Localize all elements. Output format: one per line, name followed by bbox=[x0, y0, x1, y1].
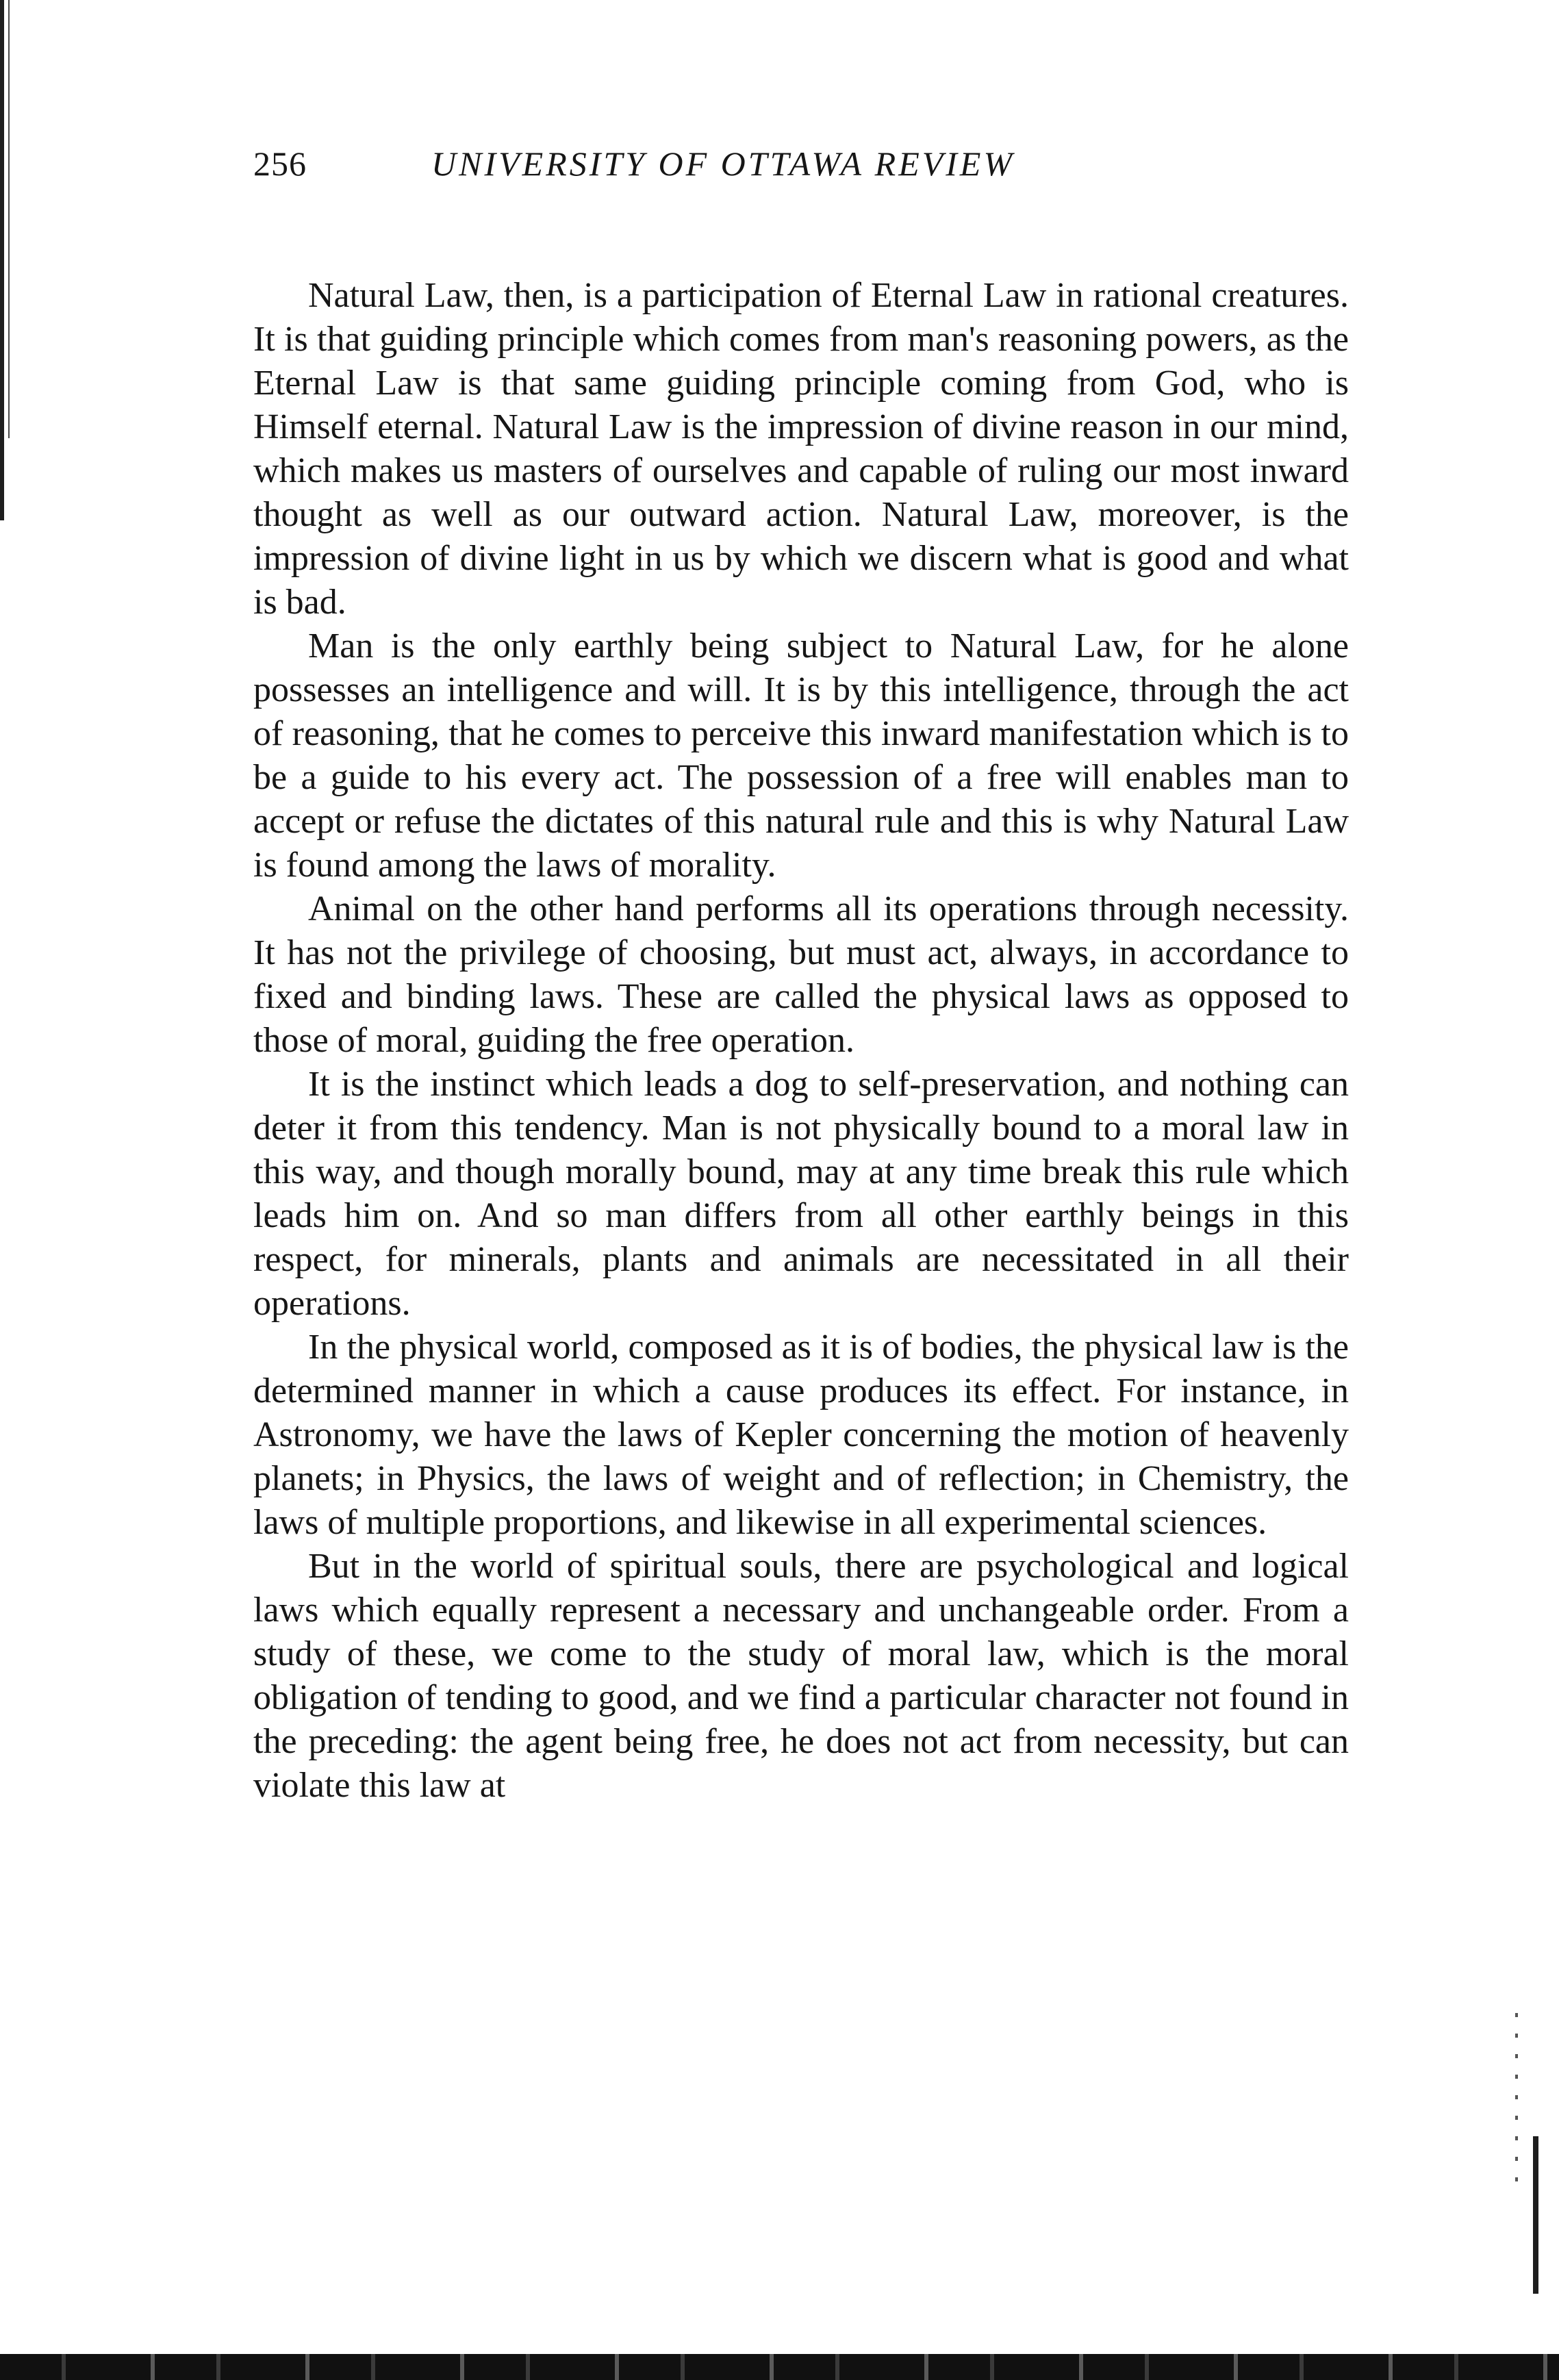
paragraph-man-subject: Man is the only earthly being subject to Natural Law, for he alone possesses an intelligence and will. It is by this intelligence, through the act of reasoning, that he comes to perceive this inward manifestation which is to be a guide to his every act. The possession of a free will enables man to accept or refuse the dictates of this natural rule and this is why Natural Law is found among the laws of morality. bbox=[253, 626, 1349, 885]
scan-edge-left-thin bbox=[8, 0, 10, 438]
paragraph-physical-world: In the physical world, composed as it is of bodies, the physical law is the determined manner in which a cause produces its effect. For instance, in Astronomy, we have the laws of Kepler concerning the motion of heavenly planets; in Physics, the laws of weight and of reflection; in Chemistry, the laws of multiple proportions, and likewise in all experimental sciences. bbox=[253, 1328, 1349, 1542]
paragraph-animal: Animal on the other hand performs all its operations through necessity. It has not the privilege of choosing, but must act, always, in accordance to fixed and binding laws. These are called the physical laws as opposed to those of moral, guiding the free operation. bbox=[253, 889, 1349, 1060]
journal-title: UNIVERSITY OF OTTAWA REVIEW bbox=[431, 144, 1015, 183]
paragraph-natural-law: Natural Law, then, is a participation of Eternal Law in rational creatures. It is that guiding principle which comes from man's reasoning powers, as the Eternal Law is that same guiding principle coming from God, who is Himself eternal. Natural Law is the impression of divine reason in our mind, which makes us masters of ourselves and capable of ruling our most inward thought as well as our outward action. Natural Law, moreover, is the impression of divine light in us by which we discern what is good and what is bad. bbox=[253, 276, 1349, 622]
running-head bbox=[253, 144, 1349, 205]
page-number: 256 bbox=[253, 144, 307, 183]
paragraph-spiritual-souls: But in the world of spiritual souls, there are psychological and logical laws which equally represent a necessary and unchangeable order. From a study of these, we come to the study of moral law, which is the moral obligation of tending to good, and we find a particular character not found in the preceding: the agent being free, he does not act from necessity, but can violate this law at bbox=[253, 1547, 1349, 1805]
scan-edge-right bbox=[1533, 2136, 1538, 2294]
scan-edge-bottom bbox=[0, 2354, 1559, 2380]
scan-edge-right-dots bbox=[1515, 2013, 1518, 2191]
paragraph-instinct: It is the instinct which leads a dog to self-preservation, and nothing can deter it from this tendency. Man is not physically bound to a moral law in this way, and though morally bound, may at any time break this rule which leads him on. And so man differs from all other earthly beings in this respect, for minerals, plants and animals are necessitated in all their operations. bbox=[253, 1065, 1349, 1323]
page bbox=[253, 144, 1349, 1808]
body-text bbox=[253, 274, 1349, 1808]
scan-edge-left bbox=[0, 0, 4, 520]
